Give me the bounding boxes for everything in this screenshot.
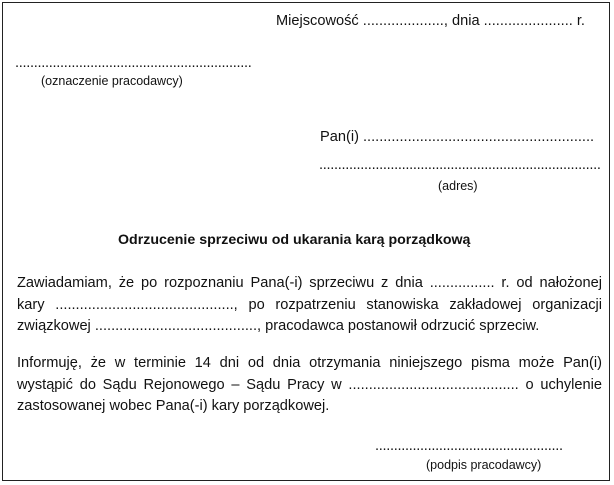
employer-caption: (oznaczenie pracodawcy): [41, 74, 183, 88]
document-title: Odrzucenie sprzeciwu od ukarania karą porządkową: [118, 232, 471, 248]
document-frame: [2, 2, 610, 481]
signature-caption: (podpis pracodawcy): [426, 458, 542, 472]
place-date-line: Miejscowość ...................., dnia ...................... r.: [276, 13, 585, 29]
body-paragraph-1: Zawiadamiam, że po rozpoznaniu Pana(-i) sprzeciwu z dnia ................ r. od nałożonej kary ............................................, po rozpatrzeniu stanowiska zakładowej organizacji związkowej ........................................, pracodawca postanowił odrzucić sprzeciw.: [17, 275, 602, 334]
body-paragraph-2: Informuję, że w terminie 14 dni od dnia otrzymania niniejszego pisma może Pan(i) wystąpić do Sądu Rejonowego – Sądu Pracy w .......................................... o uchylenie zastosowanej wobec Pana(-i) kary porządkowej.: [17, 355, 602, 414]
signature-dots-line: ..................................................: [375, 438, 563, 454]
recipient-address-line: ...........................................................................: [319, 157, 601, 173]
address-caption: (adres): [438, 179, 478, 193]
employer-dots-line: ...............................................................: [15, 55, 252, 71]
recipient-name-line: Pan(i) .........................................................: [320, 129, 595, 145]
